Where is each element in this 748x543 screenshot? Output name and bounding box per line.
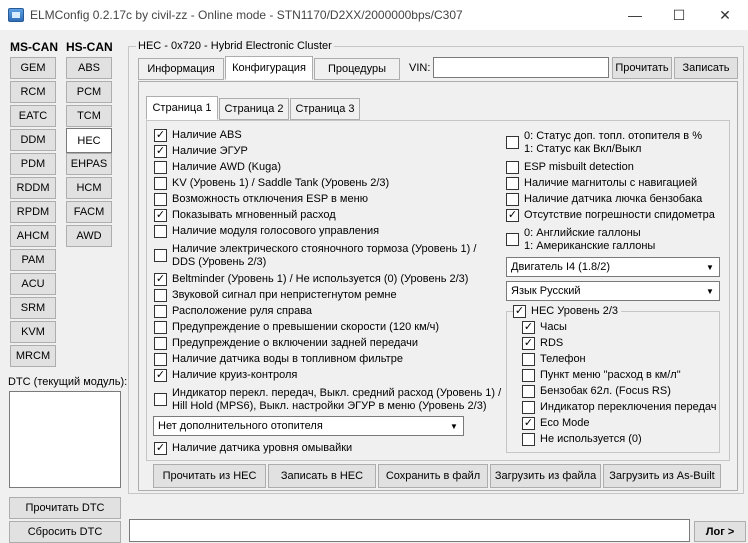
right-option-4[interactable] bbox=[506, 193, 702, 206]
hec-option-8-label-line-1: Не используется (0) bbox=[540, 433, 642, 445]
vin-write-button[interactable]: Записать bbox=[674, 57, 738, 79]
right-option-2-label bbox=[524, 161, 634, 174]
tab-page-1[interactable]: Страница 1 bbox=[146, 96, 218, 120]
checkbox-mark bbox=[154, 209, 167, 222]
left-option-1-label-line-1: Наличие ABS bbox=[172, 129, 242, 141]
chevron-down-icon: ▼ bbox=[706, 286, 714, 296]
checkbox-mark bbox=[154, 321, 167, 334]
ms-module-srm[interactable]: SRM bbox=[10, 297, 56, 319]
left-option-15[interactable] bbox=[154, 369, 297, 382]
left-option-12[interactable] bbox=[154, 321, 439, 334]
left-option-12-label-line-1: Предупреждение о превышении скорости (120 км/ч) bbox=[172, 321, 440, 333]
tab-page-2[interactable]: Страница 2 bbox=[219, 98, 289, 120]
left-option-6-label bbox=[172, 209, 336, 222]
ms-module-ahcm[interactable]: AHCM bbox=[10, 225, 56, 247]
load-asbuilt-button[interactable]: Загрузить из As-Built bbox=[603, 464, 721, 488]
checkbox-mark bbox=[506, 177, 519, 190]
ms-module-acu[interactable]: ACU bbox=[10, 273, 56, 295]
read-dtc-button[interactable]: Прочитать DTC bbox=[9, 497, 121, 519]
ms-can-header: MS-CAN bbox=[10, 40, 58, 54]
left-option-14-label-line-1: Наличие датчика воды в топливном фильтре bbox=[172, 353, 403, 365]
checkbox-mark bbox=[522, 417, 535, 430]
left-option-16-label-line-1: Индикатор перекл. передач, Выкл. средний расход (Уровень 1) / bbox=[172, 387, 502, 399]
read-hec-button[interactable]: Прочитать из HEC bbox=[153, 464, 266, 488]
right-option-1[interactable] bbox=[506, 130, 702, 156]
hec-option-7-label bbox=[540, 417, 590, 430]
hec-option-5-label bbox=[540, 385, 671, 398]
checkbox-mark bbox=[154, 145, 167, 158]
right-option-4-label bbox=[524, 193, 702, 206]
hec-level-label: HEC Уровень 2/3 bbox=[531, 305, 619, 317]
right-option-2[interactable] bbox=[506, 161, 634, 174]
hec-option-5[interactable] bbox=[522, 385, 671, 398]
right-option-3[interactable] bbox=[506, 177, 697, 190]
hec-option-7-label-line-1: Eco Mode bbox=[540, 417, 590, 429]
hs-module-tcm[interactable]: TCM bbox=[66, 105, 112, 127]
ms-module-mrcm[interactable]: MRCM bbox=[10, 345, 56, 367]
clear-dtc-button[interactable]: Сбросить DTC bbox=[9, 521, 121, 543]
app-icon bbox=[8, 8, 24, 22]
left-option-15-label bbox=[172, 369, 297, 382]
hs-module-hcm[interactable]: HCM bbox=[66, 177, 112, 199]
left-option-8[interactable] bbox=[154, 243, 476, 269]
maximize-button[interactable]: ☐ bbox=[672, 6, 686, 23]
hec-option-5-label-line-1: Бензобак 62л. (Focus RS) bbox=[540, 385, 671, 397]
hec-option-6-label-line-1: Индикатор переключения передач bbox=[540, 401, 717, 413]
minimize-button[interactable]: — bbox=[628, 7, 642, 23]
left-option-4-label bbox=[172, 177, 389, 190]
engine-combo-value: Двигатель I4 (1.8/2) bbox=[511, 261, 610, 273]
hec-option-7[interactable] bbox=[522, 417, 590, 430]
ms-module-rcm[interactable]: RCM bbox=[10, 81, 56, 103]
left-option-4[interactable] bbox=[154, 177, 389, 190]
hs-module-hec[interactable]: HEC bbox=[66, 128, 112, 153]
left-option-15-label-line-1: Наличие круиз-контроля bbox=[172, 369, 298, 381]
tab-config[interactable]: Конфигурация bbox=[225, 56, 313, 80]
left-option-9-label-line-1: Beltminder (Уровень 1) / Не используется (0) (Уровень 2/3) bbox=[172, 273, 469, 285]
save-file-button[interactable]: Сохранить в файл bbox=[378, 464, 488, 488]
hec-option-3-label-line-1: Телефон bbox=[540, 353, 586, 365]
hec-option-2-label-line-1: RDS bbox=[540, 337, 564, 349]
checkbox-mark bbox=[522, 433, 535, 446]
left-option-2-label bbox=[172, 145, 248, 158]
hec-option-8[interactable] bbox=[522, 433, 642, 446]
washer-checkbox[interactable] bbox=[154, 442, 352, 455]
dtc-list[interactable] bbox=[9, 391, 121, 488]
left-option-7-label-line-1: Наличие модуля голосового управления bbox=[172, 225, 380, 237]
ms-module-kvm[interactable]: KVM bbox=[10, 321, 56, 343]
hec-option-1[interactable] bbox=[522, 321, 567, 334]
left-option-3-label bbox=[172, 161, 281, 174]
checkbox-mark bbox=[154, 353, 167, 366]
close-button[interactable]: ✕ bbox=[719, 6, 731, 23]
left-option-8-label-line-2: DDS (Уровень 2/3) bbox=[172, 256, 267, 268]
hec-option-3[interactable] bbox=[522, 353, 586, 366]
write-hec-button[interactable]: Записать в HEC bbox=[268, 464, 376, 488]
right-option-6-label-line-2: 1: Американские галлоны bbox=[524, 240, 656, 252]
left-option-5-label bbox=[172, 193, 368, 206]
hec-option-3-label bbox=[540, 353, 586, 366]
left-option-7[interactable] bbox=[154, 225, 379, 238]
ms-module-ddm[interactable]: DDM bbox=[10, 129, 56, 151]
load-file-button[interactable]: Загрузить из файла bbox=[490, 464, 601, 488]
hs-module-ehpas[interactable]: EHPAS bbox=[66, 153, 112, 175]
right-option-6-label bbox=[524, 227, 655, 253]
checkbox-mark bbox=[154, 289, 167, 302]
washer-label: Наличие датчика уровня омывайки bbox=[172, 442, 353, 454]
left-option-1[interactable] bbox=[154, 129, 242, 142]
left-option-1-label bbox=[172, 129, 242, 142]
left-option-8-label-line-1: Наличие электрического стояночного тормоза (Уровень 1) / bbox=[172, 243, 477, 255]
left-option-8-label bbox=[172, 243, 476, 269]
language-combo[interactable] bbox=[506, 281, 720, 301]
right-option-3-label bbox=[524, 177, 697, 190]
left-option-6[interactable] bbox=[154, 209, 336, 222]
ms-module-rddm[interactable]: RDDM bbox=[10, 177, 56, 199]
left-option-16-label bbox=[172, 387, 501, 413]
left-option-10-label bbox=[172, 289, 397, 302]
left-option-13-label bbox=[172, 337, 418, 350]
hec-option-4-label-line-1: Пункт меню "расход в км/л" bbox=[540, 369, 681, 381]
checkbox-mark bbox=[154, 337, 167, 350]
left-option-9-label bbox=[172, 273, 468, 286]
left-option-3-label-line-1: Наличие AWD (Kuga) bbox=[172, 161, 282, 173]
right-option-5-label-line-1: Отсутствие погрешности спидометра bbox=[524, 209, 715, 221]
language-combo-value: Язык Русский bbox=[511, 285, 581, 297]
title-bar bbox=[0, 0, 748, 30]
ms-module-rpdm[interactable]: RPDM bbox=[10, 201, 56, 223]
right-option-4-label-line-1: Наличие датчика лючка бензобака bbox=[524, 193, 703, 205]
left-option-2[interactable] bbox=[154, 145, 248, 158]
hec-option-4-label bbox=[540, 369, 681, 382]
checkbox-mark bbox=[506, 233, 519, 246]
vin-label: VIN: bbox=[409, 62, 431, 74]
checkbox-mark bbox=[154, 249, 167, 262]
hec-level-checkbox[interactable] bbox=[513, 305, 621, 318]
ms-module-pdm[interactable]: PDM bbox=[10, 153, 56, 175]
ms-module-pam[interactable]: PAM bbox=[10, 249, 56, 271]
tab-procedures[interactable]: Процедуры bbox=[314, 58, 400, 80]
left-option-10-label-line-1: Звуковой сигнал при непристегнутом ремне bbox=[172, 289, 397, 301]
left-option-14[interactable] bbox=[154, 353, 403, 366]
hec-option-8-label bbox=[540, 433, 642, 446]
hec-option-2[interactable] bbox=[522, 337, 563, 350]
hec-option-1-label-line-1: Часы bbox=[540, 321, 567, 333]
checkbox-mark bbox=[522, 353, 535, 366]
left-option-12-label bbox=[172, 321, 439, 334]
engine-combo[interactable] bbox=[506, 257, 720, 277]
checkbox-mark bbox=[154, 129, 167, 142]
ms-module-eatc[interactable]: EATC bbox=[10, 105, 56, 127]
checkbox-mark bbox=[522, 321, 535, 334]
checkbox-mark bbox=[506, 161, 519, 174]
checkbox-mark bbox=[522, 337, 535, 350]
left-option-13-label-line-1: Предупреждение о включении задней передачи bbox=[172, 337, 419, 349]
hs-module-facm[interactable]: FACM bbox=[66, 201, 112, 223]
dtc-label: DTC (текущий модуль): bbox=[8, 376, 128, 388]
checkbox-mark bbox=[154, 442, 167, 455]
checkbox-mark bbox=[506, 209, 519, 222]
right-option-6[interactable] bbox=[506, 227, 655, 253]
hec-option-4[interactable] bbox=[522, 369, 681, 382]
hs-module-pcm[interactable]: PCM bbox=[66, 81, 112, 103]
heater-combo[interactable] bbox=[153, 416, 464, 436]
checkbox-mark bbox=[506, 193, 519, 206]
right-option-1-label bbox=[524, 130, 702, 156]
left-option-5[interactable] bbox=[154, 193, 368, 206]
log-button[interactable]: Лог > bbox=[694, 521, 746, 542]
checkbox-mark bbox=[522, 385, 535, 398]
left-option-13[interactable] bbox=[154, 337, 418, 350]
checkbox-mark bbox=[506, 136, 519, 149]
checkbox-mark bbox=[154, 193, 167, 206]
status-bar bbox=[129, 519, 690, 542]
left-option-3[interactable] bbox=[154, 161, 281, 174]
module-group-title: HEC - 0x720 - Hybrid Electronic Cluster bbox=[138, 40, 332, 52]
right-option-1-label-line-2: 1: Статус как Вкл/Выкл bbox=[524, 143, 642, 155]
heater-combo-value: Нет дополнительного отопителя bbox=[158, 420, 323, 432]
left-option-4-label-line-1: KV (Уровень 1) / Saddle Tank (Уровень 2/3) bbox=[172, 177, 390, 189]
ms-module-gem[interactable]: GEM bbox=[10, 57, 56, 79]
hec-option-1-label bbox=[540, 321, 567, 334]
left-option-5-label-line-1: Возможность отключения ESP в меню bbox=[172, 193, 368, 205]
right-option-6-label-line-1: 0: Английские галлоны bbox=[524, 227, 641, 239]
right-option-1-label-line-1: 0: Статус доп. топл. отопителя в % bbox=[524, 130, 702, 142]
checkbox-mark bbox=[154, 225, 167, 238]
tab-page-3[interactable]: Страница 3 bbox=[290, 98, 360, 120]
hs-module-abs[interactable]: ABS bbox=[66, 57, 112, 79]
right-option-3-label-line-1: Наличие магнитолы с навигацией bbox=[524, 177, 698, 189]
right-option-2-label-line-1: ESP misbuilt detection bbox=[524, 161, 634, 173]
checkbox-mark bbox=[154, 273, 167, 286]
left-option-11[interactable] bbox=[154, 305, 312, 318]
right-option-5-label bbox=[524, 209, 715, 222]
hs-module-awd[interactable]: AWD bbox=[66, 225, 112, 247]
hec-option-6[interactable] bbox=[522, 401, 717, 414]
window-title: ELMConfig 0.2.17c by civil-zz - Online mode - STN1170/D2XX/2000000bps/C307 bbox=[30, 8, 463, 22]
hec-option-6-label bbox=[540, 401, 717, 414]
checkbox-mark bbox=[513, 305, 526, 318]
left-option-11-label bbox=[172, 305, 312, 318]
checkbox-mark bbox=[154, 369, 167, 382]
tab-info[interactable]: Информация bbox=[138, 58, 224, 80]
checkbox-mark bbox=[522, 401, 535, 414]
checkbox-mark bbox=[522, 369, 535, 382]
chevron-down-icon: ▼ bbox=[706, 262, 714, 272]
left-option-7-label bbox=[172, 225, 379, 238]
left-option-11-label-line-1: Расположение руля справа bbox=[172, 305, 313, 317]
left-option-10[interactable] bbox=[154, 289, 397, 302]
hec-option-2-label bbox=[540, 337, 563, 350]
checkbox-mark bbox=[154, 161, 167, 174]
checkbox-mark bbox=[154, 305, 167, 318]
checkbox-mark bbox=[154, 177, 167, 190]
left-option-6-label-line-1: Показывать мгновенный расход bbox=[172, 209, 336, 221]
checkbox-mark bbox=[154, 393, 167, 406]
left-option-2-label-line-1: Наличие ЭГУР bbox=[172, 145, 248, 157]
left-option-9[interactable] bbox=[154, 273, 468, 286]
right-option-5[interactable] bbox=[506, 209, 715, 222]
left-option-14-label bbox=[172, 353, 403, 366]
left-option-16-label-line-2: Hill Hold (MPS6), Выкл. настройки ЭГУР в меню (Уровень 2/3) bbox=[172, 400, 487, 412]
chevron-down-icon: ▼ bbox=[450, 421, 458, 431]
left-option-16[interactable] bbox=[154, 387, 501, 413]
vin-read-button[interactable]: Прочитать bbox=[612, 57, 672, 79]
hs-can-header: HS-CAN bbox=[66, 40, 113, 54]
vin-input[interactable] bbox=[433, 57, 609, 78]
